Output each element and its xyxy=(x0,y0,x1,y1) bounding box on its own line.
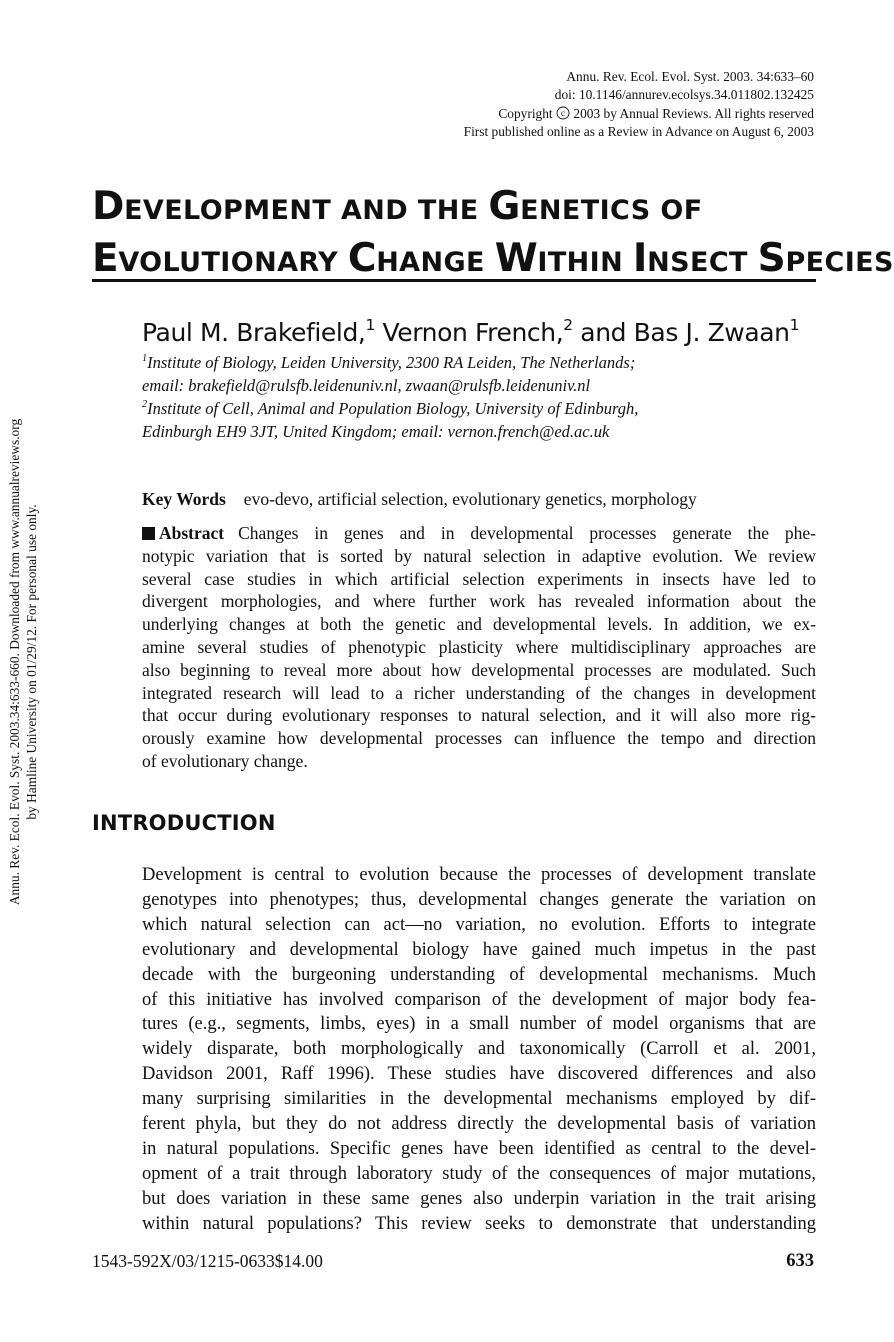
intro-line: tures (e.g., segments, limbs, eyes) in a small number of model organisms that are xyxy=(142,1014,816,1035)
intro-line: in natural populations. Specific genes have been identified as central to the devel- xyxy=(142,1138,816,1159)
copyright-label: Copyright xyxy=(498,105,553,121)
intro-line: which natural selection can act—no variation, no evolution. Efforts to integrate xyxy=(142,914,816,935)
bullet-square-icon xyxy=(142,527,155,540)
title-word: INSECT xyxy=(632,236,758,281)
title-word: EVOLUTIONARY xyxy=(92,236,348,281)
introduction-paragraph xyxy=(142,863,816,1237)
keywords-text: evo-devo, artificial selection, evolutionary genetics, morphology xyxy=(243,489,697,509)
affiliation-marker: 1 xyxy=(365,316,375,335)
title-word: CHANGE xyxy=(347,236,495,281)
intro-line: evolutionary and developmental biology have gained much impetus in the past xyxy=(142,939,816,960)
issn-price: 1543-592X/03/1215-0633$14.00 xyxy=(92,1251,323,1271)
abstract-line: of evolutionary change. xyxy=(142,750,308,771)
svg-text:c: c xyxy=(561,107,566,118)
copyright-line xyxy=(464,105,814,123)
abstract-line: amine several studies of phenotypic plasticity where multidisciplinary approaches are xyxy=(142,636,816,657)
author-name: and Bas J. Zwaan xyxy=(572,318,790,347)
affiliation-marker: 2 xyxy=(563,316,573,335)
section-heading-introduction: INTRODUCTION xyxy=(92,811,276,835)
abstract-line: also beginning to reveal more about how developmental processes are modulated. Such xyxy=(142,659,816,680)
intro-line: Development is central to evolution because the processes of development translate xyxy=(142,865,816,885)
article-title xyxy=(92,183,894,287)
affiliation-email-line: email: brakefield@rulsfb.leidenuniv.nl, zwaan@rulsfb.leidenuniv.nl xyxy=(142,376,591,395)
intro-line: decade with the burgeoning understanding of developmental mechanisms. Much xyxy=(142,964,816,985)
author-name: Paul M. Brakefield, xyxy=(142,318,366,347)
intro-line: ferent phyla, but they do not address directly the developmental basis of variation xyxy=(142,1114,816,1135)
page-number: 633 xyxy=(786,1251,814,1271)
abstract xyxy=(142,522,816,773)
intro-line: widely disparate, both morphologically and taxonomically (Carroll et al. 2001, xyxy=(142,1039,816,1060)
abstract-line: Abstract Changes in genes and in developmental processes generate the phe- xyxy=(142,522,816,545)
title-rule xyxy=(92,279,816,282)
keywords-label: Key Words xyxy=(142,489,226,509)
publication-date: First published online as a Review in Advance on August 6, 2003 xyxy=(463,123,814,139)
citation-header xyxy=(464,68,814,141)
author-name: Vernon French, xyxy=(374,318,564,347)
download-side-note xyxy=(6,352,40,972)
intro-line: many surprising similarities in the developmental mechanisms employed by dif- xyxy=(142,1089,816,1110)
title-word: SPECIES xyxy=(757,236,894,281)
affiliation-email-line: Edinburgh EH9 3JT, United Kingdom; email: vernon.french@ed.ac.uk xyxy=(142,422,610,441)
title-word: DEVELOPMENT AND THE xyxy=(92,184,489,229)
doi: doi: 10.1146/annurev.ecolsys.34.011802.132425 xyxy=(554,87,814,103)
intro-line: within natural populations? This review seeks to demonstrate that understanding xyxy=(142,1213,816,1234)
copyright-icon xyxy=(556,106,570,120)
author-list xyxy=(142,316,799,350)
title-word: GENETICS OF xyxy=(488,184,703,229)
side-note-line-1: Annu. Rev. Ecol. Evol. Syst. 2003.34:633-660. Downloaded from www.annualreviews.org xyxy=(7,418,22,906)
affiliation-line: $^2$Institute of Cell, Animal and Population Biology, University of Edinburgh, xyxy=(142,398,639,418)
journal-citation: Annu. Rev. Ecol. Evol. Syst. 2003. 34:633–60 xyxy=(566,69,814,84)
abstract-line: orously examine how developmental processes can influence the tempo and direction xyxy=(142,728,816,749)
intro-line: genotypes into phenotypes; thus, developmental changes generate the variation on xyxy=(142,889,816,910)
intro-line: opment of a trait through laboratory study of the consequences of major mutations, xyxy=(142,1163,816,1184)
intro-line: but does variation in these same genes also underpin variation in the trait arising xyxy=(142,1188,816,1209)
abstract-line: several case studies in which artificial selection experiments in insects have led to xyxy=(142,568,816,589)
keywords xyxy=(142,487,697,511)
intro-line: of this initiative has involved comparison of the development of major body fea- xyxy=(142,989,816,1010)
title-word: WITHIN xyxy=(494,236,633,281)
affiliations xyxy=(142,351,822,443)
abstract-line: divergent morphologies, and where further work has revealed information about the xyxy=(142,591,816,612)
abstract-line: underlying changes at both the genetic and developmental levels. In addition, we ex- xyxy=(142,614,816,635)
title-line-1 xyxy=(92,183,816,235)
abstract-label: Abstract xyxy=(159,523,225,543)
abstract-line: integrated research will lead to a richer understanding of the changes in development xyxy=(142,682,816,703)
copyright-text: 2003 by Annual Reviews. All rights reserved xyxy=(573,105,814,121)
abstract-line: that occur during evolutionary responses to natural selection, and it will also more rig- xyxy=(142,705,816,726)
affiliation-line: $^1$Institute of Biology, Leiden University, 2300 RA Leiden, The Netherlands; xyxy=(142,352,636,372)
side-note-line-2: by Hamline University on 01/29/12. For personal use only. xyxy=(24,504,39,820)
intro-line: Davidson 2001, Raff 1996). These studies have discovered differences and also xyxy=(142,1064,816,1085)
abstract-line: notypic variation that is sorted by natural selection in adaptive evolution. We review xyxy=(142,545,816,566)
affiliation-marker: 1 xyxy=(789,316,800,335)
